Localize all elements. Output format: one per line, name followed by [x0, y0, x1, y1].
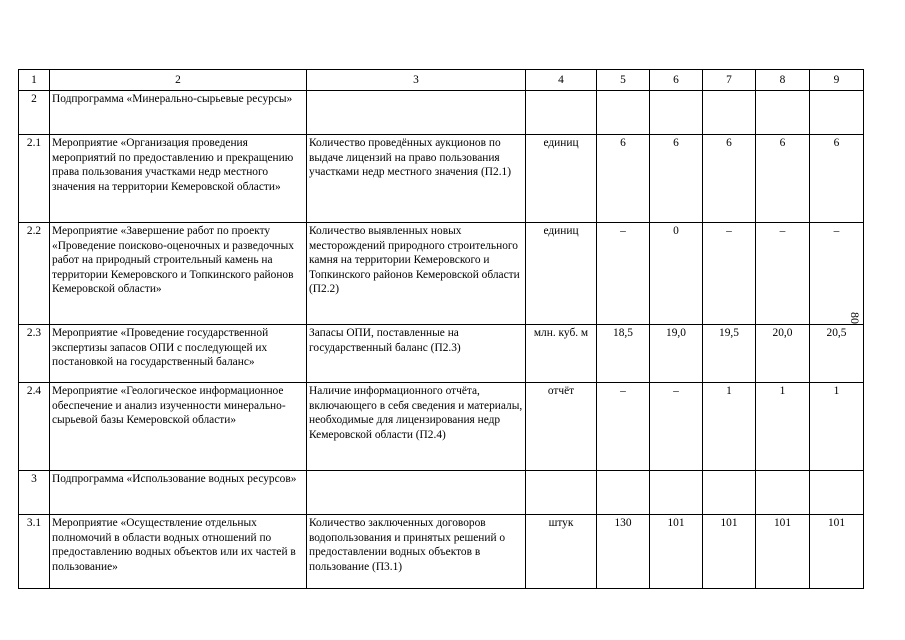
value-cell: 6: [650, 135, 703, 223]
indicator-cell: Запасы ОПИ, поставленные на государственный баланс (П2.3): [307, 325, 526, 383]
value-cell: –: [650, 383, 703, 471]
unit-cell: отчёт: [526, 383, 597, 471]
unit-cell: единиц: [526, 135, 597, 223]
value-cell: 19,5: [703, 325, 756, 383]
value-cell: –: [756, 223, 810, 325]
value-cell: [597, 471, 650, 515]
column-number-header: 3: [307, 70, 526, 91]
indicator-cell: Количество заключенных договоров водопользования и принятых решений о предоставлении водных объектов в пользование (П3.1): [307, 515, 526, 589]
table-row: [19, 135, 864, 223]
unit-cell: [526, 471, 597, 515]
table-row: [19, 515, 864, 589]
value-cell: [810, 471, 864, 515]
value-cell: 6: [756, 135, 810, 223]
value-cell: 6: [597, 135, 650, 223]
column-number-header: 2: [50, 70, 307, 91]
value-cell: 101: [810, 515, 864, 589]
activity-cell: Мероприятие «Организация проведения мероприятий по предоставлению и прекращению права пользования участками недр местного значения на территории Кемеровской области»: [50, 135, 307, 223]
value-cell: [650, 91, 703, 135]
value-cell: [810, 91, 864, 135]
column-number-header: 1: [19, 70, 50, 91]
table-row: [19, 471, 864, 515]
value-cell: 1: [703, 383, 756, 471]
column-number-header: 9: [810, 70, 864, 91]
activity-cell: Мероприятие «Завершение работ по проекту «Проведение поисково-оценочных и разведочных работ на природный строительный камень на территории Кемеровского и Топкинского районов Кемеровской области»: [50, 223, 307, 325]
value-cell: 19,0: [650, 325, 703, 383]
value-cell: 101: [756, 515, 810, 589]
unit-cell: штук: [526, 515, 597, 589]
value-cell: [703, 91, 756, 135]
value-cell: [756, 471, 810, 515]
value-cell: –: [703, 223, 756, 325]
value-cell: [756, 91, 810, 135]
indicator-cell: [307, 91, 526, 135]
value-cell: 1: [756, 383, 810, 471]
row-number: 2.1: [19, 135, 50, 223]
program-indicators-table: [18, 69, 864, 589]
value-cell: 6: [703, 135, 756, 223]
column-number-header: 7: [703, 70, 756, 91]
row-number: 2.2: [19, 223, 50, 325]
value-cell: 18,5: [597, 325, 650, 383]
table-row: [19, 91, 864, 135]
table-row: [19, 325, 864, 383]
value-cell: 101: [650, 515, 703, 589]
unit-cell: единиц: [526, 223, 597, 325]
value-cell: –: [597, 223, 650, 325]
row-number: 2.3: [19, 325, 50, 383]
value-cell: [597, 91, 650, 135]
value-cell: 1: [810, 383, 864, 471]
row-number: 3: [19, 471, 50, 515]
indicator-cell: [307, 471, 526, 515]
value-cell: 20,0: [756, 325, 810, 383]
value-cell: 0: [650, 223, 703, 325]
indicator-cell: Количество проведённых аукционов по выдаче лицензий на право пользования участками недр местного значения (П2.1): [307, 135, 526, 223]
activity-cell: Мероприятие «Проведение государственной экспертизы запасов ОПИ с последующей их постановкой на государственный баланс»: [50, 325, 307, 383]
page-number: 80: [848, 312, 862, 324]
row-number: 2.4: [19, 383, 50, 471]
row-number: 3.1: [19, 515, 50, 589]
column-number-header: 5: [597, 70, 650, 91]
value-cell: –: [597, 383, 650, 471]
value-cell: 101: [703, 515, 756, 589]
activity-cell: Мероприятие «Геологическое информационное обеспечение и анализ изученности минерально-сырьевой базы Кемеровской области»: [50, 383, 307, 471]
value-cell: 130: [597, 515, 650, 589]
value-cell: [703, 471, 756, 515]
value-cell: [650, 471, 703, 515]
activity-cell: Подпрограмма «Минерально-сырьевые ресурсы»: [50, 91, 307, 135]
value-cell: 20,5: [810, 325, 864, 383]
indicator-cell: Количество выявленных новых месторождений природного строительного камня на территории Кемеровского и Топкинского районов Кемеровской области (П2.2): [307, 223, 526, 325]
activity-cell: Подпрограмма «Использование водных ресурсов»: [50, 471, 307, 515]
unit-cell: млн. куб. м: [526, 325, 597, 383]
value-cell: –: [810, 223, 864, 325]
column-number-header: 6: [650, 70, 703, 91]
table-row: [19, 383, 864, 471]
column-number-header-row: [19, 70, 864, 91]
column-number-header: 8: [756, 70, 810, 91]
unit-cell: [526, 91, 597, 135]
value-cell: 6: [810, 135, 864, 223]
column-number-header: 4: [526, 70, 597, 91]
table-row: [19, 223, 864, 325]
indicator-cell: Наличие информационного отчёта, включающего в себя сведения и материалы, необходимые для лицензирования недр Кемеровской области (П2.4): [307, 383, 526, 471]
row-number: 2: [19, 91, 50, 135]
activity-cell: Мероприятие «Осуществление отдельных полномочий в области водных отношений по предоставлению водных объектов или их частей в пользование»: [50, 515, 307, 589]
